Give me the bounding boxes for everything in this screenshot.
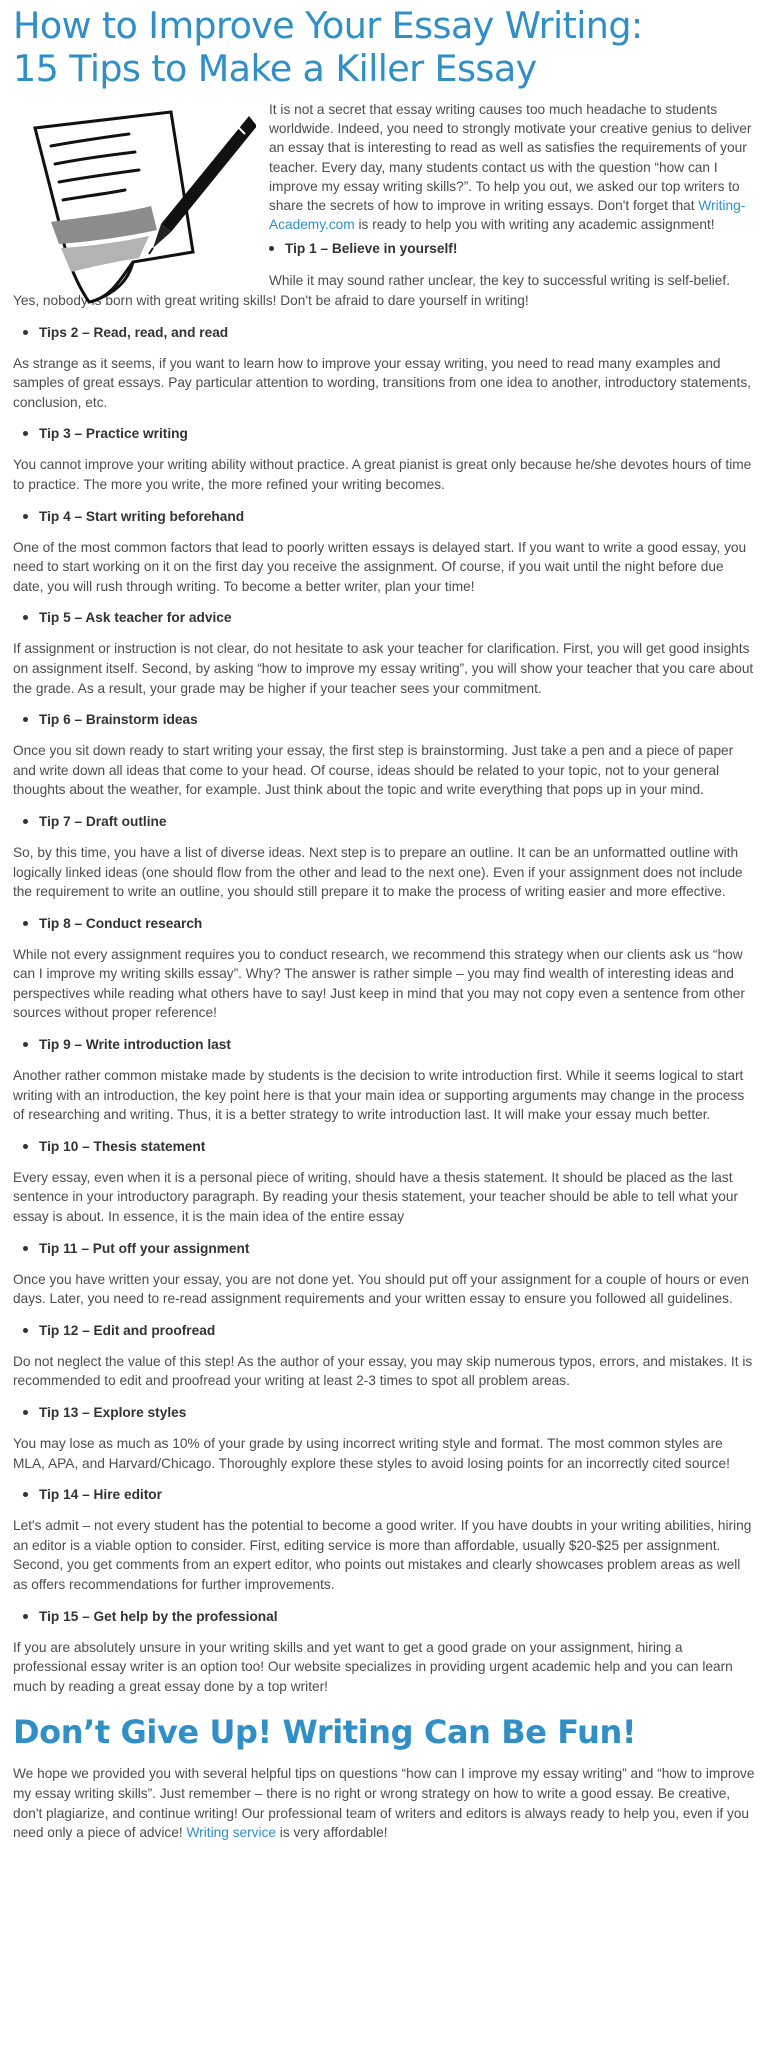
tip-body: You may lose as much as 10% of your grade by using incorrect writing style and format. The most common styles are MLA, APA, and Harvard/Chicago. Thoroughly explore these styles to avoid losing points for an incorrectly cited source! — [13, 1436, 730, 1471]
tip-3 — [13, 424, 755, 494]
tip-body: Do not neglect the value of this step! As the author of your essay, you may skip numerous typos, errors, and mistakes. It is recommended to edit and proofread your writing at least 2-3 times to spot all problem areas. — [13, 1353, 753, 1389]
tip-6 — [13, 710, 755, 800]
tip-body: If you are absolutely unsure in your writing skills and yet want to get a good grade on your assignment, hiring a professional essay writer is an option too! Our website specializes in providing urgent academic help and you can learn much by reading a great essay done by a top writer! — [13, 1639, 733, 1694]
article-title — [13, 0, 755, 90]
tip-body: While not every assignment requires you to conduct research, we recommend this strategy when our clients ask us “how can I improve my writing skills essay”. Why? The answer is rather simple – you may find wealth of interesting ideas and perspectives while reading what others have to say! Just keep in mind that you may not copy even a sentence from other sources without proper reference! — [13, 946, 745, 1021]
tip-body: Let's admit – not every student has the potential to become a good writer. If you have doubts in your writing abilities, hiring an editor is a viable option to consider. First, editing service is more than affordable, usually $20-$25 per assignment. Second, you get comments from an expert editor, who points out mistakes and clearly showcases problem areas as well as offers recommendations for further improvements. — [13, 1518, 752, 1592]
tip-2 — [13, 323, 755, 413]
tip-heading: Tip 9 – Write introduction last — [13, 1035, 755, 1054]
title-line-2: 15 Tips to Make a Killer Essay — [13, 47, 537, 90]
tip-heading: Tip 7 – Draft outline — [13, 812, 755, 831]
tip-15 — [13, 1607, 755, 1697]
writing-service-link[interactable]: Writing service — [186, 1825, 276, 1841]
tip-heading: Tips 2 – Read, read, and read — [13, 323, 755, 342]
intro-paragraph — [269, 100, 755, 234]
intro-text-a: It is not a secret that essay writing causes too much headache to students worldwide. Indeed, you need to strongly motivate your creative genius to deliver an essay that is interesting to read as well as satisfies the requirements of your teacher. Every day, many students contact us with the question “how can I improve my essay writing skills?”. To help you out, we asked our top writers to share the secrets of how to improve in writing essays. Don't forget that — [269, 102, 752, 214]
tip-8 — [13, 914, 755, 1023]
tip-heading: Tip 15 – Get help by the professional — [13, 1607, 755, 1626]
tip-heading: Tip 13 – Explore styles — [13, 1403, 755, 1422]
tip-body: One of the most common factors that lead to poorly written essays is delayed start. If you want to write a good essay, you need to start working on it on the first day you receive the assignment. Of course, if you wait until the night before due date, you will rush through writing. To become a better writer, plan your time! — [13, 539, 747, 594]
tip-body: Every essay, even when it is a personal piece of writing, should have a thesis statement. It should be placed as the last sentence in your introductory paragraph. By reading your thesis statement, your teacher should be able to tell what your essay is about. In essence, it is the main idea of the entire essay — [13, 1169, 739, 1225]
tip-12 — [13, 1321, 755, 1391]
tip-body: Once you sit down ready to start writing your essay, the first step is brainstorming. Just take a pen and a piece of paper and write down all ideas that come to your head. Of course, ideas should be related to your topic, not to your general thoughts about the weather, for example. Just think about the topic and write everything that pops up in your mind. — [13, 743, 734, 798]
tip-7 — [13, 812, 755, 902]
intro-section — [13, 100, 755, 258]
tip-11 — [13, 1239, 755, 1309]
tip-1-heading: Tip 1 – Believe in yourself! — [259, 239, 755, 258]
tip-body: Another rather common mistake made by students is the decision to write introduction first. While it seems logical to start writing with an introduction, the key point here is that your main idea or supporting arguments may change in the process of researching and writing. Thus, it is a better strategy to write introduction last. It will make your essay much better. — [13, 1068, 745, 1123]
closing-paragraph — [13, 1764, 755, 1842]
tip-body: As strange as it seems, if you want to learn how to improve your essay writing, you need to read many examples and samples of great essays. Pay particular attention to wording, transitions from one idea to another, introductory statements, conclusion, etc. — [13, 355, 751, 410]
tip-10 — [13, 1137, 755, 1227]
tip-9 — [13, 1035, 755, 1125]
tip-heading: Tip 11 – Put off your assignment — [13, 1239, 755, 1258]
closing-text-a: We hope we provided you with several helpful tips on questions “how can I improve my essay writing” and “how to improve my essay writing skills”. Just remember – there is no right or wrong strategy on how to write a good essay. Be creative, don't plagiarize, and continue writing! Our professional team of writers and editors is always ready to help you, even if you need only a piece of advice! — [13, 1766, 755, 1841]
tip-14 — [13, 1485, 755, 1594]
tip-body: If assignment or instruction is not clear, do not hesitate to ask your teacher for clarification. First, you will get good insights on assignment itself. Second, by asking “how to improve my essay writing”, you will show your teacher that you care about the grade. As a result, your grade may be higher if your teacher sees your commitment. — [13, 641, 754, 696]
intro-text-b: is ready to help you with writing any academic assignment! — [354, 217, 715, 233]
paper-and-pen-icon — [21, 102, 256, 320]
tip-heading: Tip 6 – Brainstorm ideas — [13, 710, 755, 729]
writing-academy-link[interactable]: Writing-Academy.com — [269, 198, 746, 233]
tip-13 — [13, 1403, 755, 1473]
closing-heading: Don’t Give Up! Writing Can Be Fun! — [13, 1713, 637, 1752]
tip-heading: Tip 12 – Edit and proofread — [13, 1321, 755, 1340]
tip-heading: Tip 8 – Conduct research — [13, 914, 755, 933]
tip-heading: Tip 14 – Hire editor — [13, 1485, 755, 1504]
tip-body: Once you have written your essay, you are not done yet. You should put off your assignment for a couple of hours or even days. Later, you need to re-read assignment requirements and your written essay to ensure you followed all guidelines. — [13, 1271, 750, 1307]
tip-heading: Tip 5 – Ask teacher for advice — [13, 608, 755, 627]
tip-body: So, by this time, you have a list of diverse ideas. Next step is to prepare an outline. It can be an unformatted outline with logically linked ideas (one should flow from the other and lead to the next one). Even if your assignment does not include the requirement to write an outline, you should still prepare it to make the process of writing easier and more effective. — [13, 844, 743, 900]
closing-text-b: is very affordable! — [276, 1825, 388, 1841]
tip-1-body: While it may sound rather unclear, the key to successful writing is self-belief. Yes, nobody is born with great writing skills! Don't be afraid to dare yourself in writing! — [13, 273, 731, 309]
tip-body: You cannot improve your writing ability without practice. A great pianist is great only because he/she devotes hours of time to practice. The more you write, the more refined your writing becomes. — [13, 457, 752, 492]
tip-heading: Tip 4 – Start writing beforehand — [13, 507, 755, 526]
tip-heading: Tip 10 – Thesis statement — [13, 1137, 755, 1156]
title-line-1: How to Improve Your Essay Writing: — [13, 4, 643, 47]
tip-heading: Tip 3 – Practice writing — [13, 424, 755, 443]
tip-5 — [13, 608, 755, 698]
tip-4 — [13, 507, 755, 597]
